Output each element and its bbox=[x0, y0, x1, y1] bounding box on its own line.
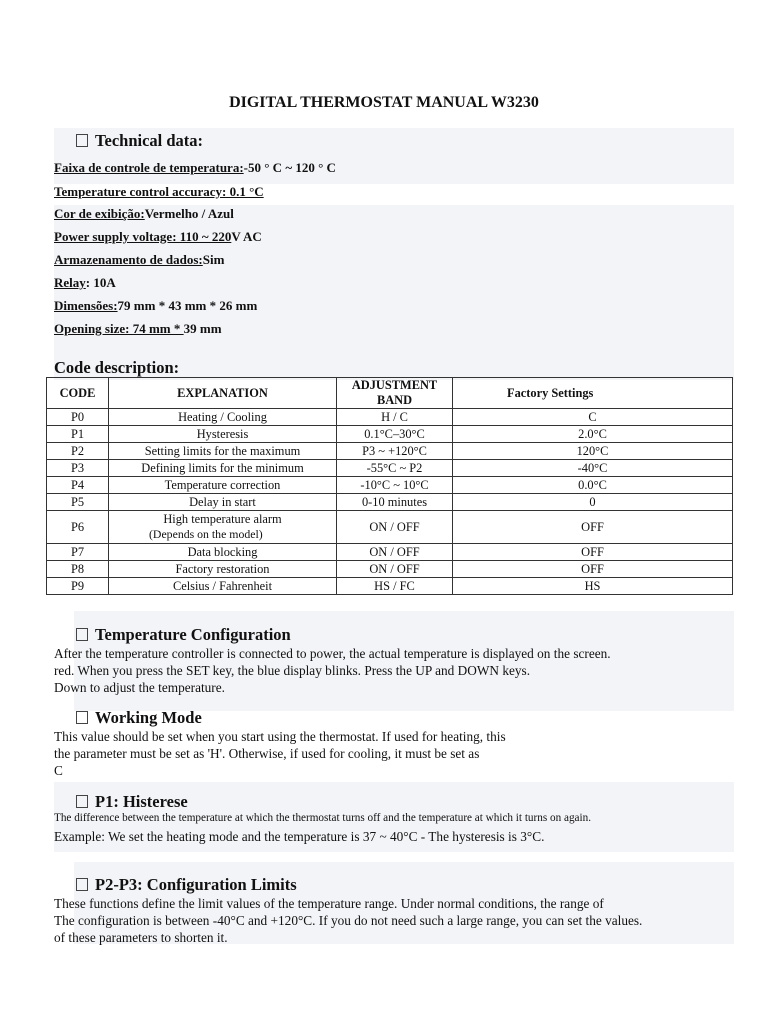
table-row bbox=[47, 544, 733, 561]
technical-data-heading-text: Technical data: bbox=[95, 131, 204, 150]
spec-line bbox=[54, 160, 336, 176]
code-description-heading: Code description: bbox=[54, 358, 180, 377]
spec-key: Cor de exibição: bbox=[54, 206, 145, 221]
explanation-cell: Temperature correction bbox=[109, 477, 337, 494]
column-header: EXPLANATION bbox=[109, 378, 337, 409]
factory-cell: -40°C bbox=[453, 460, 733, 477]
factory-cell: OFF bbox=[453, 511, 733, 544]
p2-p3-limits-heading bbox=[76, 875, 297, 895]
band-cell: ON / OFF bbox=[337, 561, 453, 578]
table-row bbox=[47, 561, 733, 578]
working-mode-heading bbox=[76, 708, 202, 728]
explanation-cell bbox=[109, 511, 337, 544]
paragraph-line: the parameter must be set as 'H'. Otherwise, if used for cooling, it must be set as bbox=[54, 746, 480, 761]
heading-text: P2-P3: Configuration Limits bbox=[95, 875, 297, 894]
checkbox-icon bbox=[76, 711, 88, 724]
spec-key: Temperature control accuracy: 0.1 °C bbox=[54, 184, 264, 199]
code-cell: P3 bbox=[47, 460, 109, 477]
band-cell: ON / OFF bbox=[337, 544, 453, 561]
spec-value: Vermelho / Azul bbox=[144, 206, 234, 221]
column-header: CODE bbox=[47, 378, 109, 409]
paragraph-line: Example: We set the heating mode and the temperature is 37 ~ 40°C - The hysteresis is 3°C. bbox=[54, 829, 545, 844]
band-cell: -10°C ~ 10°C bbox=[337, 477, 453, 494]
table-row bbox=[47, 460, 733, 477]
table-row bbox=[47, 426, 733, 443]
code-cell: P6 bbox=[47, 511, 109, 544]
spec-key: Faixa de controle de temperatura: bbox=[54, 160, 244, 175]
table-row bbox=[47, 578, 733, 595]
table-header-row bbox=[47, 378, 733, 409]
paragraph-line: red. When you press the SET key, the blue display blinks. Press the UP and DOWN keys. bbox=[54, 663, 531, 678]
checkbox-icon bbox=[76, 878, 88, 891]
code-cell: P5 bbox=[47, 494, 109, 511]
table-row bbox=[47, 494, 733, 511]
paragraph-line: The difference between the temperature at which the thermostat turns off and the temperature at which it turns on again. bbox=[54, 812, 592, 824]
band-cell: -55°C ~ P2 bbox=[337, 460, 453, 477]
factory-cell: C bbox=[453, 409, 733, 426]
heading-text: Working Mode bbox=[95, 708, 202, 727]
explanation-cell: Data blocking bbox=[109, 544, 337, 561]
band-cell: 0-10 minutes bbox=[337, 494, 453, 511]
band-cell: 0.1°C–30°C bbox=[337, 426, 453, 443]
spec-line bbox=[54, 206, 234, 222]
explanation-cell: Defining limits for the minimum bbox=[109, 460, 337, 477]
factory-cell: 2.0°C bbox=[453, 426, 733, 443]
explanation-subtext: (Depends on the model) bbox=[149, 527, 263, 541]
code-cell: P2 bbox=[47, 443, 109, 460]
spec-key: Opening size: 74 mm * bbox=[54, 321, 184, 336]
code-cell: P9 bbox=[47, 578, 109, 595]
band-cell: P3 ~ +120°C bbox=[337, 443, 453, 460]
table-row bbox=[47, 409, 733, 426]
band-cell: HS / FC bbox=[337, 578, 453, 595]
technical-data-heading bbox=[76, 131, 203, 151]
factory-cell: HS bbox=[453, 578, 733, 595]
code-cell: P7 bbox=[47, 544, 109, 561]
code-cell: P8 bbox=[47, 561, 109, 578]
explanation-cell: Setting limits for the maximum bbox=[109, 443, 337, 460]
band-cell: ON / OFF bbox=[337, 511, 453, 544]
code-cell: P4 bbox=[47, 477, 109, 494]
paragraph-line: The configuration is between -40°C and +120°C. If you do not need such a large range, you can set the values. bbox=[54, 913, 643, 928]
temperature-configuration-heading bbox=[76, 625, 291, 645]
explanation-cell: Factory restoration bbox=[109, 561, 337, 578]
table-row bbox=[47, 443, 733, 460]
spec-line bbox=[54, 184, 264, 200]
paragraph-line: These functions define the limit values of the temperature range. Under normal conditions, the range of bbox=[54, 896, 604, 911]
column-header: Factory Settings bbox=[453, 378, 733, 409]
factory-cell: OFF bbox=[453, 561, 733, 578]
paragraph-line: Down to adjust the temperature. bbox=[54, 680, 225, 695]
band-cell: H / C bbox=[337, 409, 453, 426]
p1-histerese-heading bbox=[76, 792, 188, 812]
factory-cell: 0.0°C bbox=[453, 477, 733, 494]
table-row bbox=[47, 511, 733, 544]
spec-line bbox=[54, 275, 116, 291]
spec-value: V AC bbox=[231, 229, 262, 244]
explanation-cell: Delay in start bbox=[109, 494, 337, 511]
spec-line bbox=[54, 252, 224, 268]
code-cell: P0 bbox=[47, 409, 109, 426]
spec-key: Power supply voltage: 110 ~ 220 bbox=[54, 229, 232, 244]
spec-value: Sim bbox=[202, 252, 225, 267]
paragraph-line: of these parameters to shorten it. bbox=[54, 930, 228, 945]
spec-line bbox=[54, 321, 222, 337]
paragraph-line: C bbox=[54, 763, 63, 778]
checkbox-icon bbox=[76, 134, 88, 147]
page-title: DIGITAL THERMOSTAT MANUAL W3230 bbox=[229, 94, 539, 111]
code-table bbox=[46, 377, 733, 595]
checkbox-icon bbox=[76, 628, 88, 641]
factory-cell: 120°C bbox=[453, 443, 733, 460]
spec-value: 39 mm bbox=[183, 321, 222, 336]
checkbox-icon bbox=[76, 795, 88, 808]
spec-value: : 10A bbox=[85, 275, 116, 290]
explanation-text: High temperature alarm bbox=[163, 512, 282, 526]
paragraph-line: This value should be set when you start using the thermostat. If used for heating, this bbox=[54, 729, 506, 744]
table-row bbox=[47, 477, 733, 494]
explanation-cell: Celsius / Fahrenheit bbox=[109, 578, 337, 595]
column-header: ADJUSTMENT BAND bbox=[337, 378, 453, 409]
spec-line bbox=[54, 229, 262, 245]
heading-text: P1: Histerese bbox=[95, 792, 188, 811]
code-cell: P1 bbox=[47, 426, 109, 443]
spec-key: Dimensões: bbox=[54, 298, 118, 313]
explanation-cell: Hysteresis bbox=[109, 426, 337, 443]
factory-cell: OFF bbox=[453, 544, 733, 561]
heading-text: Temperature Configuration bbox=[95, 625, 291, 644]
spec-value: 79 mm * 43 mm * 26 mm bbox=[117, 298, 258, 313]
explanation-cell: Heating / Cooling bbox=[109, 409, 337, 426]
spec-key: Relay bbox=[54, 275, 86, 290]
paragraph-line: After the temperature controller is connected to power, the actual temperature is displayed on the screen. bbox=[54, 646, 611, 661]
spec-line bbox=[54, 298, 257, 314]
spec-key: Armazenamento de dados: bbox=[54, 252, 203, 267]
factory-cell: 0 bbox=[453, 494, 733, 511]
spec-value: -50 ° C ~ 120 ° C bbox=[243, 160, 336, 175]
